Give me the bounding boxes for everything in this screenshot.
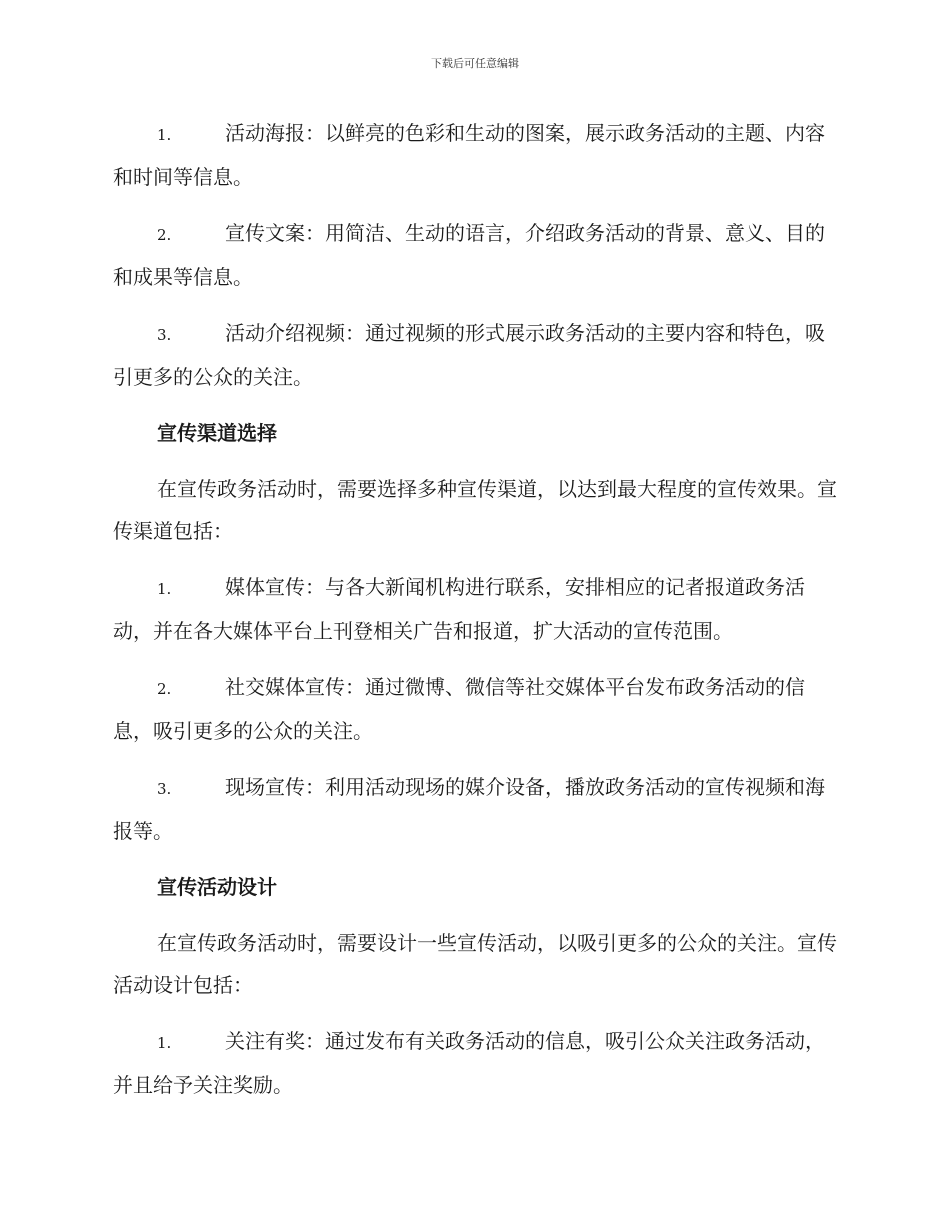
list-number: 3. xyxy=(157,780,172,798)
list-item xyxy=(113,1020,837,1106)
list-text: 媒体宣传：与各大新闻机构进行联系，安排相应的记者报道政务活动，并在各大媒体平台上刊登相关广告和报道，扩大活动的宣传范围。 xyxy=(113,575,805,643)
section-intro-channels: 在宣传政务活动时，需要选择多种宣传渠道，以达到最大程度的宣传效果。宣传渠道包括： xyxy=(113,477,837,543)
list-text: 社交媒体宣传：通过微博、微信等社交媒体平台发布政务活动的信息，吸引更多的公众的关注。 xyxy=(113,675,805,743)
list-number: 2. xyxy=(157,226,172,244)
list-item xyxy=(113,766,837,852)
section-heading-activities: 宣传活动设计 xyxy=(157,875,277,899)
section-heading-channels: 宣传渠道选择 xyxy=(157,421,277,445)
list-number: 1. xyxy=(157,580,172,598)
list-number: 2. xyxy=(157,680,172,698)
list-item xyxy=(113,566,837,652)
list-number: 1. xyxy=(157,1034,172,1052)
list-text: 活动海报：以鲜亮的色彩和生动的图案，展示政务活动的主题、内容和时间等信息。 xyxy=(113,121,825,189)
list-item xyxy=(113,312,837,398)
list-item xyxy=(113,666,837,752)
list-number: 3. xyxy=(157,326,172,344)
page-header: 下载后可任意编辑 xyxy=(431,57,519,70)
list-text: 现场宣传：利用活动现场的媒介设备，播放政务活动的宣传视频和海报等。 xyxy=(113,775,825,843)
list-text: 宣传文案：用简洁、生动的语言，介绍政务活动的背景、意义、目的和成果等信息。 xyxy=(113,221,825,289)
list-number: 1. xyxy=(157,126,172,144)
list-text: 活动介绍视频：通过视频的形式展示政务活动的主要内容和特色，吸引更多的公众的关注。 xyxy=(113,321,825,389)
list-item xyxy=(113,212,837,298)
section-intro-activities: 在宣传政务活动时，需要设计一些宣传活动，以吸引更多的公众的关注。宣传活动设计包括： xyxy=(113,931,837,997)
list-item xyxy=(113,112,837,198)
document-body xyxy=(113,112,837,1120)
list-text: 关注有奖：通过发布有关政务活动的信息，吸引公众关注政务活动，并且给予关注奖励。 xyxy=(113,1029,825,1097)
